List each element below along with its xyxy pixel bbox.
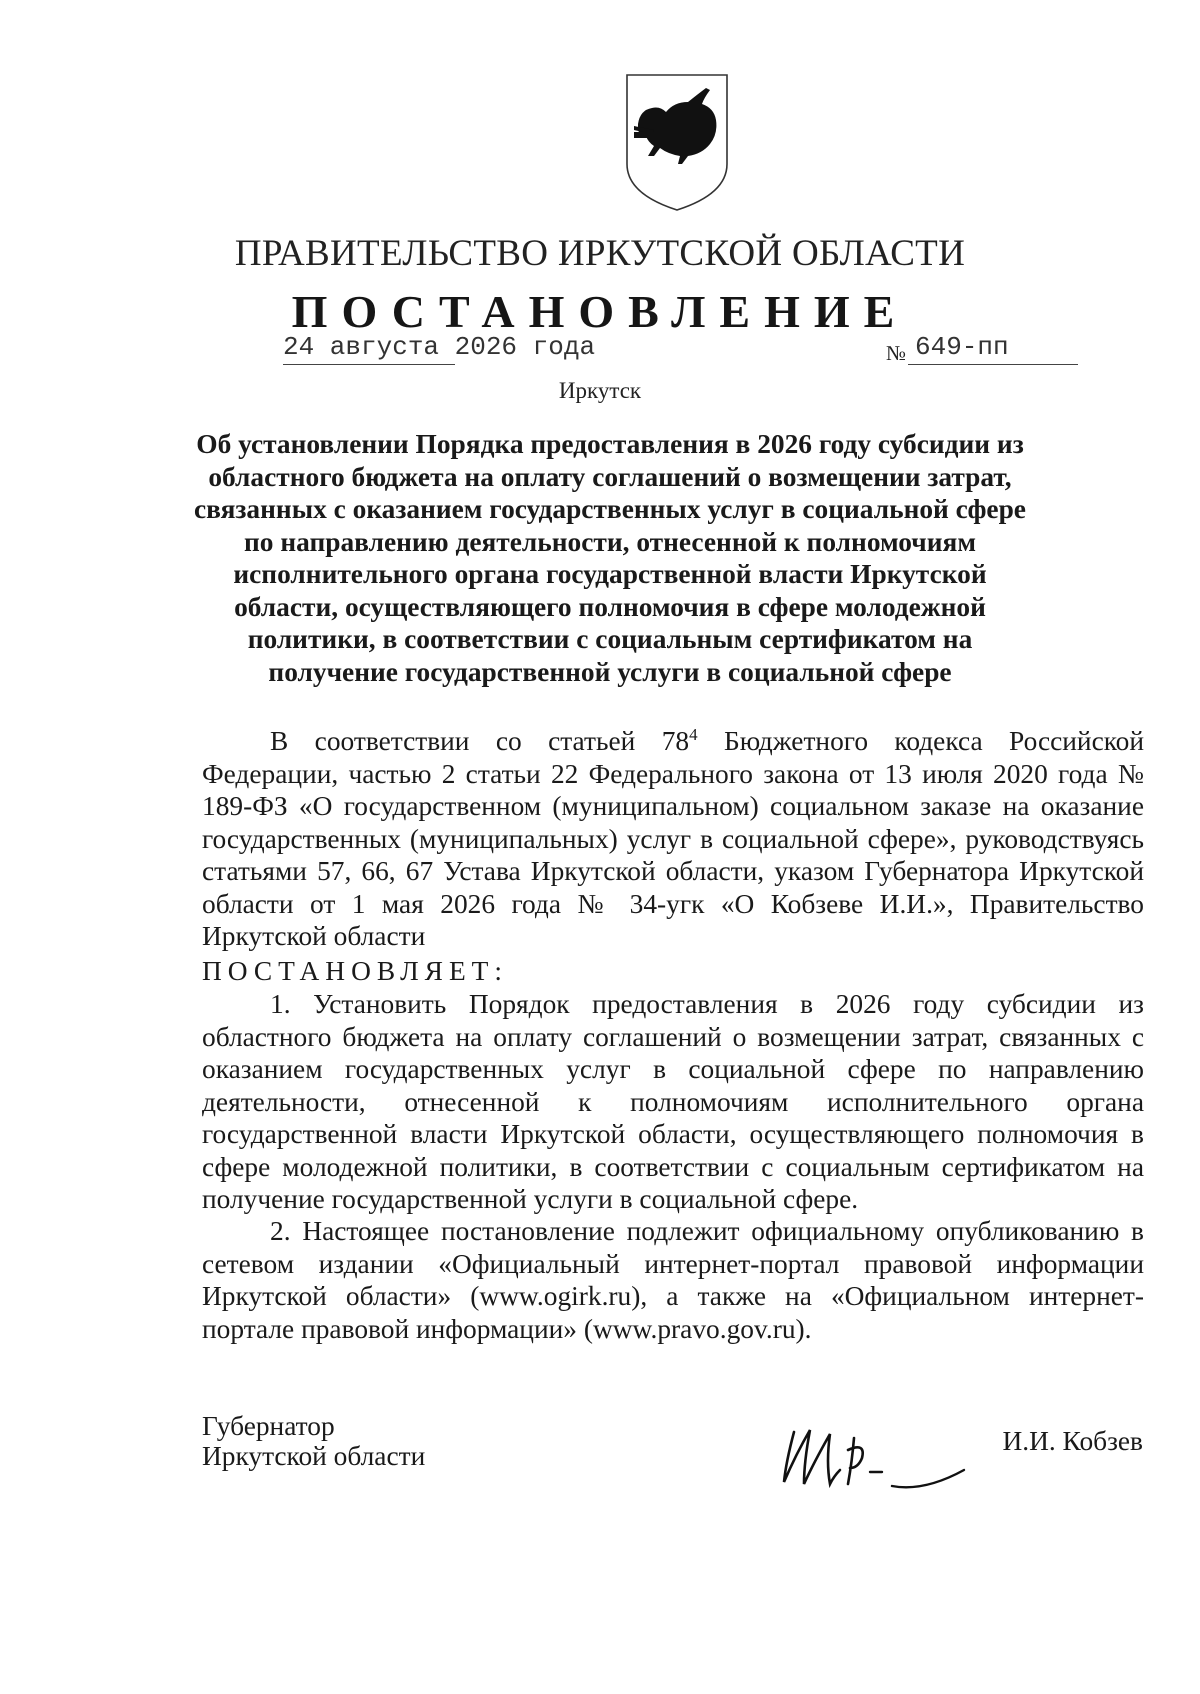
document-title: Об установлении Порядка предоставления в 2026 году субсидии из областного бюджета на оплату соглашений о возмещении затрат, связанных с оказанием государственных услуг в социальной сфере по направлению деятельности, отнесенной к полномочиям исполнительного органа государственной власти Иркутской области, осуществляющего полномочия в сфере молодежной политики, в соответствии с социальным сертификатом на получение государственной услуги в социальной сфере xyxy=(194,429,1026,687)
date-underline xyxy=(283,364,455,365)
coat-of-arms-icon xyxy=(624,72,730,214)
document-type: ПОСТАНОВЛЕНИЕ xyxy=(291,286,909,337)
basis-text-start: В соответствии со статьей 78 xyxy=(270,726,690,756)
city: Иркутск xyxy=(558,378,642,403)
organization-name: ПРАВИТЕЛЬСТВО ИРКУТСКОЙ ОБЛАСТИ xyxy=(234,233,966,274)
resolution-item-1: 1. Установить Порядок предоставления в 2026 году субсидии из областного бюджета на оплату соглашений о возмещении затрат, связанных с оказанием государственных услуг в социальной сфере по направлению деятельности, отнесенной к полномочиям исполнительного органа государственной власти Иркутской области, осуществляющего полномочия в сфере молодежной политики, в соответствии с социальным сертификатом на получение государственной услуги в социальной сфере. xyxy=(202,989,1144,1214)
number-sign: № xyxy=(886,341,907,365)
resolves-label: ПОСТАНОВЛЯЕТ: xyxy=(202,956,509,986)
basis-paragraph xyxy=(202,725,1144,953)
document-number: 649-пп xyxy=(915,332,1009,362)
document-date: 24 августа 2026 года xyxy=(283,332,596,362)
basis-text-end: Бюджетного кодекса Российской Федерации, частью 2 статьи 22 Федерального закона от 13 июля 2020 года № 189-ФЗ «О государственном (муниципальном) социальном заказе на оказание государственных (муниципальных) услуг в социальной сфере», руководствуясь статьями 57, 66, 67 Устава Иркутской области, указом Губернатора Иркутской области от 1 мая 2026 года № 34-угк «О Кобзеве И.И.», Правительство Иркутской области xyxy=(202,726,1145,951)
resolution-item-2: 2. Настоящее постановление подлежит официальному опубликованию в сетевом издании «Официальный интернет-портал правовой информации Иркутской области» (www.ogirk.ru), а также на «Официальном интернет-портале правовой информации» (www.pravo.gov.ru). xyxy=(202,1216,1144,1344)
signer-position-line-2: Иркутской области xyxy=(202,1441,426,1471)
signer-name: И.И. Кобзев xyxy=(1002,1426,1143,1456)
handwritten-signature xyxy=(774,1412,974,1498)
article-superscript: 4 xyxy=(689,724,698,744)
signer-position-line-1: Губернатор xyxy=(202,1411,335,1441)
number-underline xyxy=(908,364,1078,365)
signer-position xyxy=(202,1411,425,1471)
